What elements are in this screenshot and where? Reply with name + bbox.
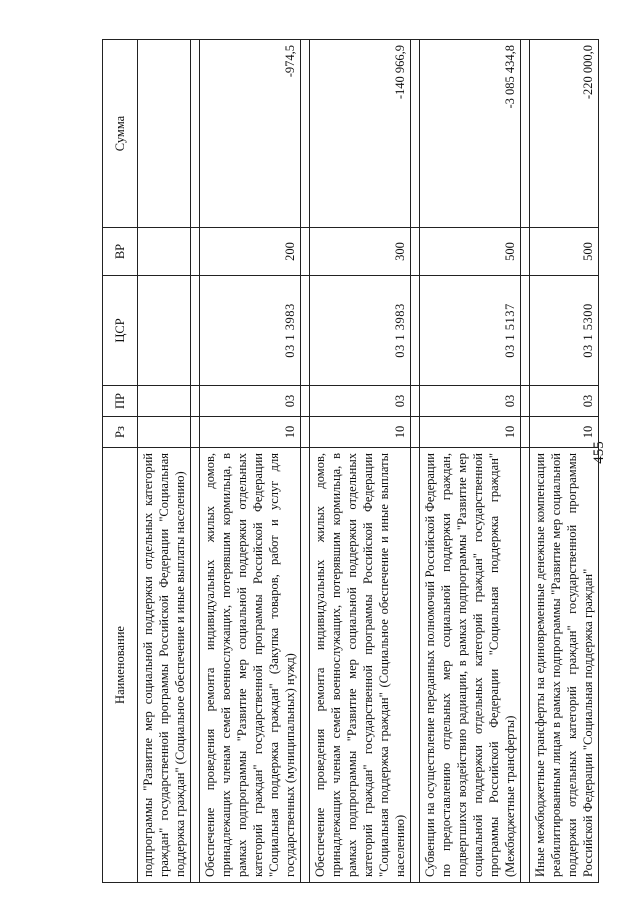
row-name: подпрограммы "Развитие мер социальной поддержки отдельных категорий граждан" государственной программы Российской Федерации "Социальная поддержка граждан" (Социальное обеспечение и иные выплаты населению)	[138, 448, 191, 883]
row-csr: 03 1 5300	[530, 276, 599, 386]
page-number: 455	[591, 441, 607, 464]
header-pr: ПР	[103, 386, 138, 417]
row-sum: -220 000,0	[530, 40, 599, 228]
table-header-row	[103, 40, 138, 883]
row-sum	[138, 40, 191, 228]
header-sum: Сумма	[103, 40, 138, 228]
row-csr: 03 1 5137	[420, 276, 521, 386]
budget-table	[102, 39, 599, 883]
row-csr	[138, 276, 191, 386]
row-csr: 03 1 3983	[200, 276, 301, 386]
row-name: Обеспечение проведения ремонта индивидуальных жилых домов, принадлежащих членам семей военнослужащих, потерявшим кормильца, в рамках подпрограммы "Развитие мер социальной поддержки отдельных категорий граждан" государственной программы Российской Федерации "Социальная поддержка граждан" (Социальное обеспечение и иные выплаты населению)	[310, 448, 411, 883]
row-rz: 10	[200, 417, 301, 448]
row-sum: -3 085 434,8	[420, 40, 521, 228]
header-vr: ВР	[103, 228, 138, 276]
row-vr: 300	[310, 228, 411, 276]
table-row	[420, 40, 521, 883]
row-pr: 03	[420, 386, 521, 417]
table-row	[138, 40, 191, 883]
row-vr	[138, 228, 191, 276]
row-rz: 10	[420, 417, 521, 448]
header-rz: Рз	[103, 417, 138, 448]
row-pr: 03	[310, 386, 411, 417]
row-csr: 03 1 3983	[310, 276, 411, 386]
row-name: Иные межбюджетные трансферты на единовременные денежные компенсации реабилитированным лицам в рамках подпрограммы "Развитие мер социальной поддержки отдельных категорий граждан" государственной программы Российской Федерации "Социальная поддержка граждан"	[530, 448, 599, 883]
table-row	[200, 40, 301, 883]
row-sum: -974,5	[200, 40, 301, 228]
table-row	[310, 40, 411, 883]
row-rz: 10	[310, 417, 411, 448]
header-name: Наименование	[103, 448, 138, 883]
row-name: Обеспечение проведения ремонта индивидуальных жилых домов, принадлежащих членам семей военнослужащих, потерявшим кормильца, в рамках подпрограммы "Развитие мер социальной поддержки отдельных категорий граждан" государственной программы Российской Федерации "Социальная поддержка граждан" (Закупка товаров, работ и услуг для государственных (муниципальных) нужд)	[200, 448, 301, 883]
row-rz: 10	[530, 417, 599, 448]
header-csr: ЦСР	[103, 276, 138, 386]
row-vr: 500	[420, 228, 521, 276]
row-pr: 03	[530, 386, 599, 417]
table-row	[530, 40, 599, 883]
row-pr: 03	[200, 386, 301, 417]
row-rz	[138, 417, 191, 448]
row-vr: 500	[530, 228, 599, 276]
row-pr	[138, 386, 191, 417]
row-sum: -140 966,9	[310, 40, 411, 228]
row-name: Субвенции на осуществление переданных полномочий Российской Федерации по предоставлению отдельных мер социальной поддержки граждан, подвергшихся воздействию радиации, в рамках подпрограммы "Развитие мер социальной поддержки отдельных категорий граждан" государственной программы Российской Федерации "Социальная поддержка граждан" (Межбюджетные трансферты)	[420, 448, 521, 883]
row-vr: 200	[200, 228, 301, 276]
